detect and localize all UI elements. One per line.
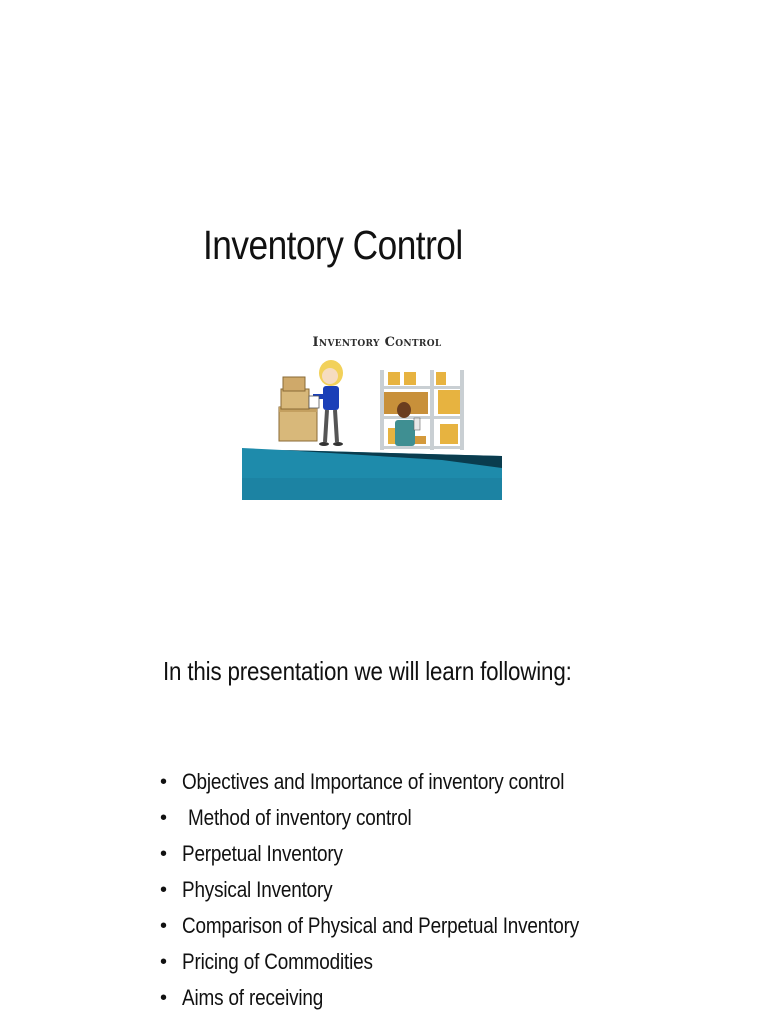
shelving-unit: [380, 370, 464, 450]
agenda-item: [160, 804, 644, 840]
agenda-item: [160, 948, 644, 984]
warehouse-clipart: [242, 328, 502, 500]
bullet-icon: •: [160, 843, 168, 865]
agenda-item-text: Perpetual Inventory: [182, 841, 343, 866]
slide-title: Inventory Control: [203, 222, 463, 268]
box-stack: [279, 377, 317, 441]
bullet-icon: •: [160, 987, 168, 1009]
illustration-caption: [242, 335, 512, 350]
bullet-icon: •: [160, 951, 168, 973]
agenda-list: [160, 768, 644, 1020]
bullet-icon: •: [160, 915, 168, 937]
agenda-item-text: Objectives and Importance of inventory control: [182, 769, 565, 794]
agenda-item: [160, 840, 644, 876]
agenda-item: [160, 984, 644, 1020]
agenda-heading: In this presentation we will learn following:: [163, 656, 572, 686]
agenda-item: [160, 768, 644, 804]
agenda-item-text: Pricing of Commodities: [182, 949, 373, 974]
agenda-item: [160, 912, 644, 948]
illustration-caption-text: Inventory Control: [312, 335, 442, 350]
agenda-item-text: Method of inventory control: [188, 805, 412, 830]
bullet-icon: •: [160, 771, 168, 793]
agenda-item: [160, 876, 644, 912]
agenda-item-text: Comparison of Physical and Perpetual Inventory: [182, 913, 579, 938]
inventory-illustration: [242, 328, 502, 500]
agenda-item-text: Physical Inventory: [182, 877, 333, 902]
bullet-icon: •: [160, 879, 168, 901]
agenda-item-text: Aims of receiving: [182, 985, 324, 1010]
bullet-icon: •: [160, 807, 168, 829]
